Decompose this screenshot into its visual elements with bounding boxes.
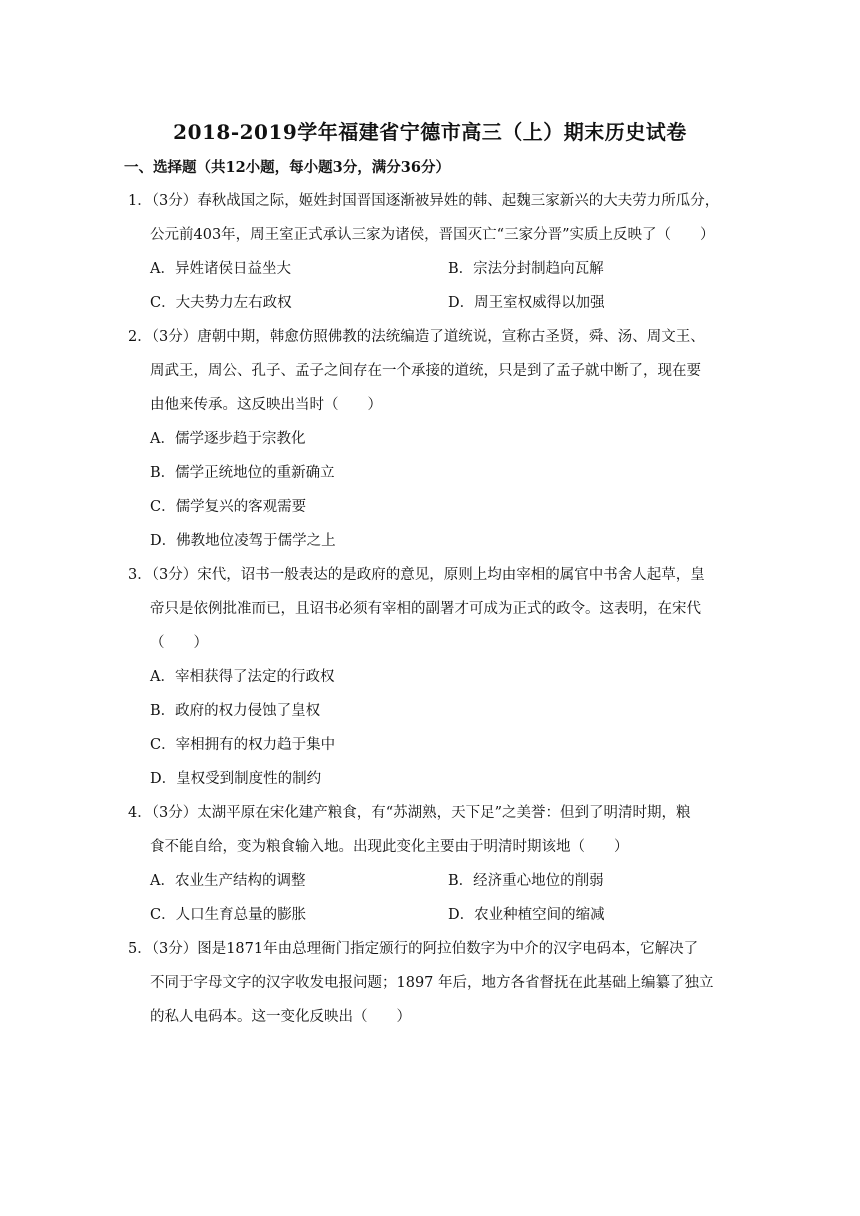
question-line: （ ） (150, 635, 208, 651)
option-a: A．宰相获得了法定的行政权 (150, 669, 335, 685)
option-d: D．佛教地位凌驾于儒学之上 (150, 533, 336, 549)
option-b: B．经济重心地位的削弱 (448, 873, 604, 889)
option-a: A．儒学逐步趋于宗教化 (150, 431, 306, 447)
question-line: 2．（3分）唐朝中期，韩愈仿照佛教的法统编造了道统说，宣称古圣贤，舜、汤、周文王、 (128, 329, 705, 345)
question-line: 由他来传承。这反映出当时（ ） (150, 397, 382, 413)
question-line: 周武王，周公、孔子、孟子之间存在一个承接的道统，只是到了孟子就中断了，现在要 (150, 363, 701, 379)
option-d: D．周王室权威得以加强 (448, 295, 605, 311)
option-c: C．儒学复兴的客观需要 (150, 499, 307, 515)
section-heading: 一、选择题（共12小题，每小题3分，满分36分） (124, 159, 450, 176)
question-line: 的私人电码本。这一变化反映出（ ） (150, 1009, 411, 1025)
option-c: C．人口生育总量的膨胀 (150, 907, 307, 923)
option-d: D．农业种植空间的缩减 (448, 907, 605, 923)
question-line: 4．（3分）太湖平原在宋化建产粮食，有“苏湖熟，天下足”之美誉：但到了明清时期，粮 (128, 805, 691, 821)
question-2 (128, 320, 734, 422)
option-c: C．大夫势力左右政权 (150, 295, 292, 311)
question-line: 1．（3分）春秋战国之际，姬姓封国晋国逐渐被异姓的韩、起魏三家新兴的大夫劳力所瓜分， (128, 193, 720, 209)
option-b: B．儒学正统地位的重新确立 (150, 465, 335, 481)
option-d: D．皇权受到制度性的制约 (150, 771, 322, 787)
question-3 (128, 558, 734, 660)
option-b: B．政府的权力侵蚀了皇权 (150, 703, 321, 719)
question-line: 食不能自给，变为粮食输入地。出现此变化主要由于明清时期该地（ ） (150, 839, 629, 855)
question-4 (128, 796, 734, 864)
option-a: A．异姓诸侯日益坐大 (150, 261, 291, 277)
question-line: 不同于字母文字的汉字收发电报问题；1897 年后，地方各省督抚在此基础上编纂了独立 (150, 975, 714, 991)
page-title: 2018-2019学年福建省宁德市高三（上）期末历史试卷 (173, 120, 687, 144)
question-line: 3．（3分）宋代，诏书一般表达的是政府的意见，原则上均由宰相的属官中书舍人起草，皇 (128, 567, 705, 583)
question-line: 帝只是依例批准而已，且诏书必须有宰相的副署才可成为正式的政令。这表明，在宋代 (150, 601, 701, 617)
question-line: 5．（3分）图是1871年由总理衙门指定颁行的阿拉伯数字为中介的汉字电码本，它解决了 (128, 941, 699, 957)
option-b: B．宗法分封制趋向瓦解 (448, 261, 604, 277)
question-line: 公元前403年，周王室正式承认三家为诸侯，晋国灭亡“三家分晋”实质上反映了（ ） (150, 227, 715, 243)
question-1 (128, 184, 734, 252)
option-a: A．农业生产结构的调整 (150, 873, 306, 889)
question-5 (128, 932, 734, 1034)
option-c: C．宰相拥有的权力趋于集中 (150, 737, 336, 753)
